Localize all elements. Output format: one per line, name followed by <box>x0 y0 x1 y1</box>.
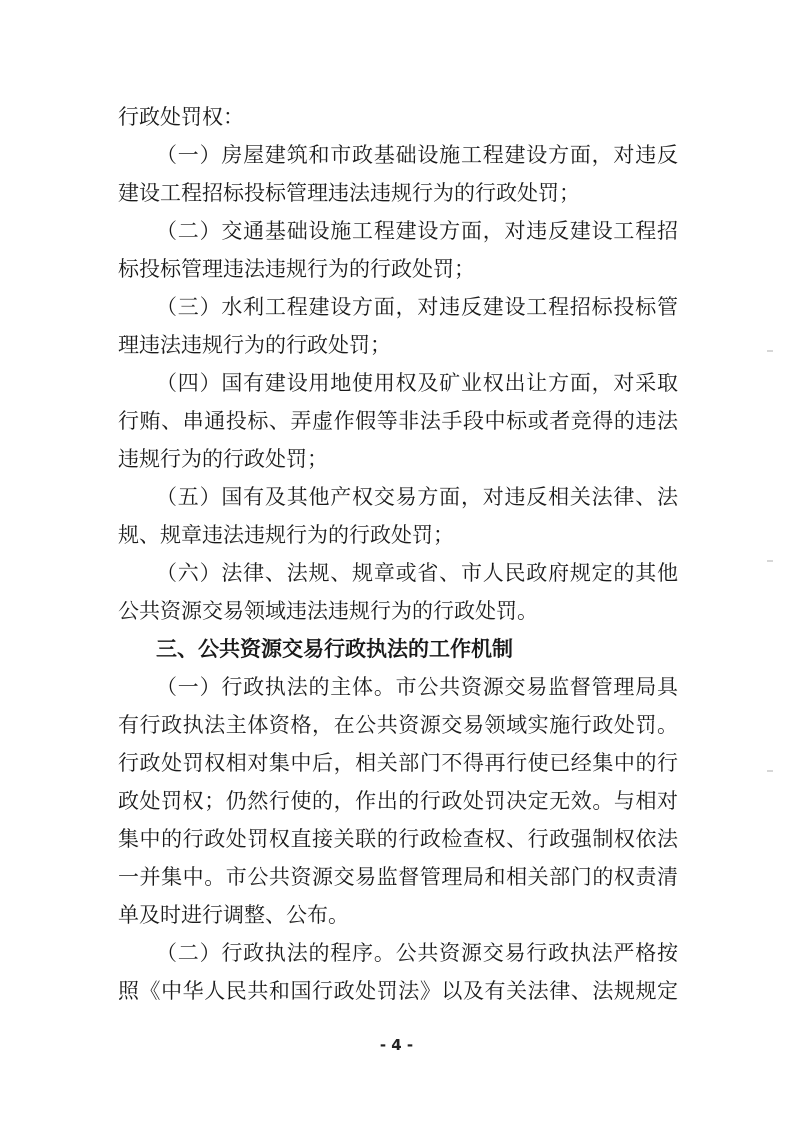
text-line: 建设工程招标投标管理违法违规行为的行政处罚； <box>118 181 580 205</box>
text-line: 政处罚权；仍然行使的，作出的行政处罚决定无效。与相对 <box>118 789 678 813</box>
text-line: （一）行政执法的主体。市公共资源交易监督管理局具 <box>156 675 678 699</box>
section-heading: 三、公共资源交易行政执法的工作机制 <box>156 637 513 661</box>
text-line: （四）国有建设用地使用权及矿业权出让方面，对采取 <box>156 371 678 395</box>
text-line: 标投标管理违法违规行为的行政处罚； <box>118 257 475 281</box>
scan-mark <box>767 350 773 352</box>
text-line: 集中的行政处罚权直接关联的行政检查权、行政强制权依法 <box>118 827 678 851</box>
text-line: （五）国有及其他产权交易方面，对违反相关法律、法 <box>156 485 678 509</box>
text-line: （六）法律、法规、规章或省、市人民政府规定的其他 <box>156 561 678 585</box>
text-line: 单及时进行调整、公布。 <box>118 903 349 927</box>
scan-mark <box>767 560 773 562</box>
text-line: 规、规章违法违规行为的行政处罚； <box>118 523 454 547</box>
text-line: 一并集中。市公共资源交易监督管理局和相关部门的权责清 <box>118 865 678 889</box>
text-line: （二）交通基础设施工程建设方面，对违反建设工程招 <box>156 219 678 243</box>
document-body <box>118 98 678 1010</box>
text-line: 照《中华人民共和国行政处罚法》以及有关法律、法规规定 <box>118 979 678 1003</box>
text-line: 公共资源交易领域违法违规行为的行政处罚。 <box>118 599 538 623</box>
text-line: 违规行为的行政处罚； <box>118 447 328 471</box>
text-line: 行政处罚权： <box>118 105 244 129</box>
text-line: 理违法违规行为的行政处罚； <box>118 333 391 357</box>
page-number: - 4 - <box>379 1036 414 1054</box>
text-line: 有行政执法主体资格，在公共资源交易领域实施行政处罚。 <box>118 713 678 737</box>
text-line: （三）水利工程建设方面，对违反建设工程招标投标管 <box>156 295 678 319</box>
text-line: （一）房屋建筑和市政基础设施工程建设方面，对违反 <box>156 143 678 167</box>
text-line: 行贿、串通投标、弄虚作假等非法手段中标或者竞得的违法 <box>118 409 678 433</box>
text-line: 行政处罚权相对集中后，相关部门不得再行使已经集中的行 <box>118 751 678 775</box>
scan-mark <box>767 770 773 772</box>
text-line: （二）行政执法的程序。公共资源交易行政执法严格按 <box>156 941 678 965</box>
